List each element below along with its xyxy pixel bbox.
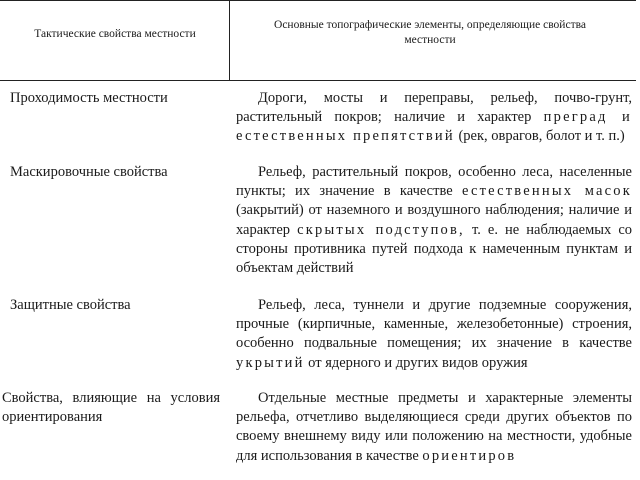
header-left-cell: Тактические свойства местности	[34, 28, 196, 40]
row-text-emphasis: преград и естественных препятствий	[236, 109, 632, 145]
row-label-passability: Проходимость местности	[10, 90, 168, 106]
row-label-camouflage: Маскировочные свойства	[10, 164, 168, 180]
row-text-part: (рек, оврагов, болот и т. п.)	[454, 128, 625, 145]
row-text-part: от ядерного и других видов оружия	[304, 354, 528, 371]
row-label-protective: Защитные свойства	[10, 297, 131, 313]
row-text-part: т. е. не наблюдаемых со стороны противника путей подхода к намеченным пунктам и объектам действий	[236, 221, 632, 277]
row-text-camouflage	[236, 163, 632, 278]
header-bottom-rule	[0, 80, 636, 81]
row-text-part: Рельеф, леса, туннели и другие подземные сооружения, прочные (кирпичные, каменные, железобетонные) строения, особенно подвальные помещения; их значение в качестве	[236, 297, 632, 352]
table-top-rule	[0, 0, 636, 1]
row-text-part: Рельеф, растительный покров, особенно леса, населенные пункты; их значение в качестве	[236, 164, 632, 200]
row-text-orientation	[236, 389, 632, 466]
header-right-cell: Основные топографические элементы, определяющие свойства местности	[274, 19, 586, 46]
header-column-divider	[229, 0, 230, 80]
row-text-emphasis: скрытых подступов,	[297, 221, 465, 238]
row-text-emphasis: естественных масок	[461, 183, 632, 200]
row-label-orientation: Свойства, влияющие на условия ориентирования	[2, 390, 220, 425]
row-text-part: (закрытий) от наземного и воздушного наблюдения; наличие и характер	[236, 202, 632, 238]
row-text-passability	[236, 89, 632, 147]
row-text-part: Дороги, мосты и переправы, рельеф, почво-грунт, растительный покров; наличие и характер	[236, 90, 632, 126]
row-text-part: Отдельные местные предметы и характерные элементы рельефа, отчетливо выделяющиеся среди других объектов по своему внешнему виду или положению на местности, удобные для использования в качестве	[236, 390, 632, 464]
row-text-emphasis: укрытий	[236, 354, 305, 371]
row-text-emphasis: ориентиров	[422, 447, 517, 464]
row-text-protective	[236, 296, 632, 373]
